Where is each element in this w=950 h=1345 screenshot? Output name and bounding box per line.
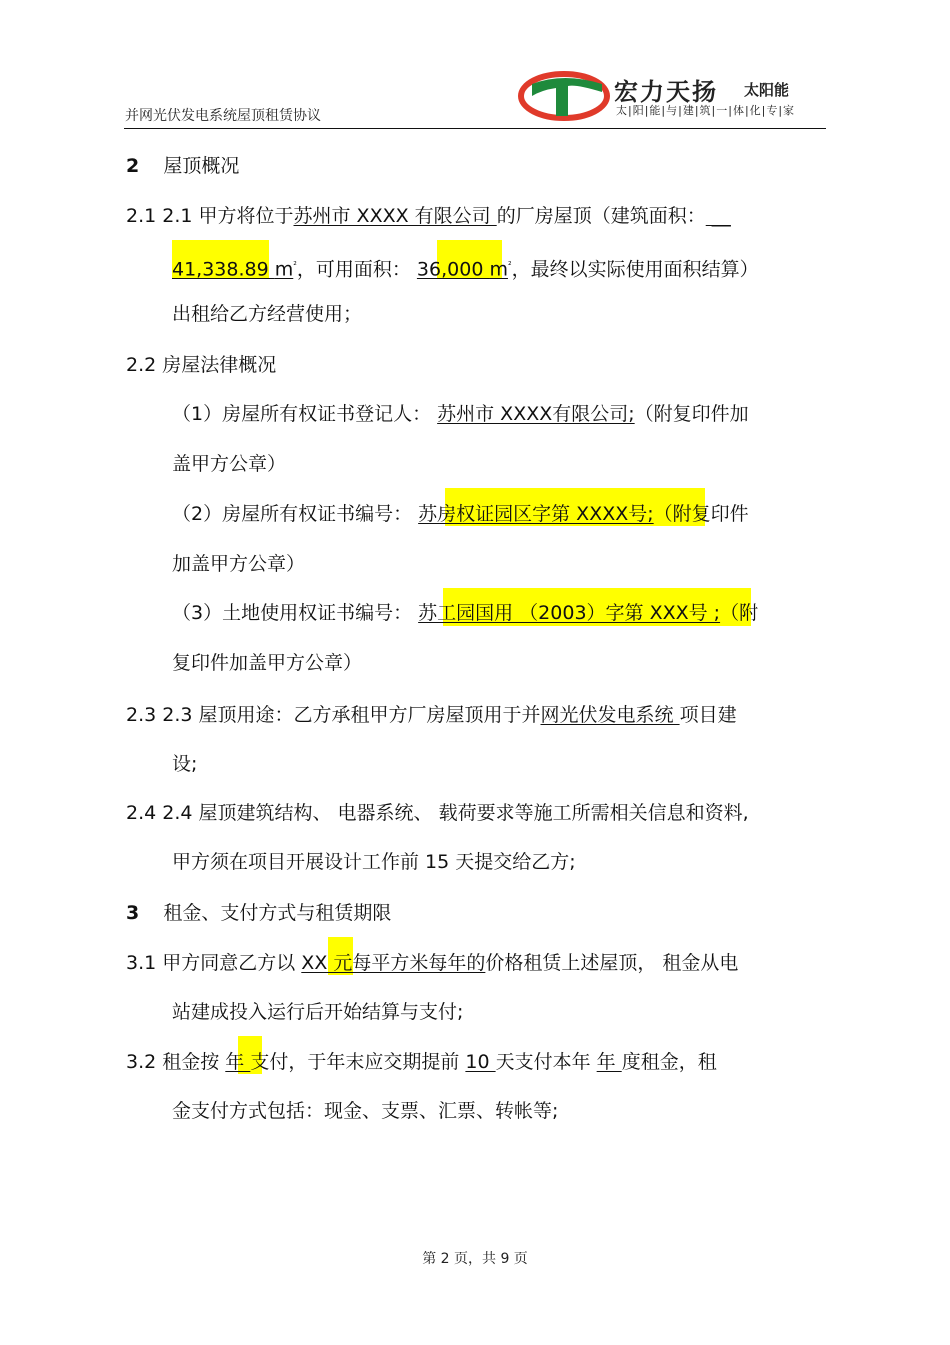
text-run: 2.3 2.3 屋顶用途：乙方承租甲方厂房屋顶用于并 [126, 704, 541, 726]
text-run: 的厂房屋顶（建筑面积： [496, 205, 706, 227]
logo-tagline: 太|阳|能|与|建|筑|一|体|化|专|家 [616, 104, 796, 117]
text-run: 度租金，租 [621, 1051, 717, 1073]
section-title: 租金、支付方式与租赁期限 [163, 902, 392, 924]
company-logo [518, 66, 828, 122]
clause-2-1-line-1 [126, 202, 731, 230]
clause-2-2-item-3 [172, 599, 758, 627]
text-run: （1）房屋所有权证书登记人： [172, 403, 438, 425]
section-2-heading [126, 152, 239, 180]
superscript: ² [293, 261, 297, 271]
clause-2-4-line-1: 2.4 2.4 屋顶建筑结构、 电器系统、 载荷要求等施工所需相关信息和资料, [126, 802, 749, 824]
text-run: ，可用面积： [296, 258, 417, 281]
logo-company-name: 宏力天扬 [614, 77, 718, 106]
text-run: 天支付本年 [495, 1051, 597, 1073]
text-run: （2）房屋所有权证书编号： [172, 503, 419, 525]
usable-area-field: 36,000 [416, 258, 490, 281]
underlined-field: 苏州市 XXXX 有限公司 [293, 205, 497, 227]
unit-text: m [274, 258, 294, 281]
section-number: 3 [126, 902, 140, 924]
building-area-field: 41,338.89 [172, 258, 275, 281]
section-3-heading [126, 899, 391, 927]
text-run: （3）土地使用权证书编号： [172, 602, 419, 624]
text-run: （附复印件加 [634, 403, 749, 425]
underlined-field: 年 [596, 1051, 622, 1073]
logo-suffix: 太阳能 [744, 81, 790, 99]
clause-2-2-item-1-cont: 盖甲方公章） [172, 453, 287, 475]
clause-2-2-item-3-cont: 复印件加盖甲方公章） [172, 652, 363, 674]
clause-3-1-line-1 [126, 949, 738, 977]
clause-3-2-line-2: 金支付方式包括：现金、支票、汇票、转帐等; [172, 1100, 559, 1122]
text-run: 项目建 [679, 704, 737, 726]
clause-2-2-item-2-cont: 加盖甲方公章） [172, 553, 306, 575]
section-title: 屋顶概况 [163, 155, 240, 177]
clause-2-1-line-3: 出租给乙方经营使用； [172, 303, 363, 325]
text-run: （附 [720, 602, 759, 624]
superscript: ² [507, 261, 512, 271]
clause-3-2-line-1 [126, 1048, 717, 1076]
document-header-title: 并网光伏发电系统屋顶租赁协议 [125, 108, 321, 124]
payment-period-field: 年 [225, 1051, 251, 1073]
underlined-field: __ [705, 205, 731, 227]
clause-2-1-line-2 [172, 252, 759, 283]
clause-2-3-line-1 [126, 701, 737, 729]
advance-days-field: 10 [465, 1051, 496, 1073]
text-run: 3.1 甲方同意乙方以 [126, 952, 302, 974]
text-run: 支付，于年末应交期提前 [250, 1051, 466, 1073]
rent-price-field: XX 元每平方米每年的 [301, 952, 486, 974]
text-run: 2.1 2.1 甲方将位于 [126, 205, 294, 227]
text-run: 价格租赁上述屋顶， 租金从电 [485, 952, 739, 974]
header-rule [124, 128, 826, 129]
text-run: （附复印件 [653, 503, 749, 525]
clause-2-2-heading: 2.2 房屋法律概况 [126, 354, 277, 376]
underlined-field: 苏州市 XXXX有限公司; [437, 403, 635, 425]
text-run: ，最终以实际使用面积结算） [511, 258, 759, 281]
unit-text: m [489, 258, 508, 281]
underlined-field: 网光伏发电系统 [540, 704, 680, 726]
clause-3-1-line-2: 站建成投入运行后开始结算与支付; [172, 1001, 464, 1023]
section-number: 2 [126, 155, 140, 177]
underlined-field: 苏工园国用 （2003）字第 XXX号 ; [418, 602, 721, 624]
clause-2-3-line-2: 设; [172, 753, 198, 775]
page-number-footer: 第 2 页，共 9 页 [422, 1251, 528, 1267]
logo-emblem-icon [518, 66, 610, 122]
text-run: 3.2 租金按 [126, 1051, 226, 1073]
underlined-field: 苏房权证园区字第 XXXX号; [418, 503, 654, 525]
clause-2-2-item-2 [172, 500, 749, 528]
clause-2-2-item-1 [172, 400, 749, 428]
clause-2-4-line-2: 甲方须在项目开展设计工作前 15 天提交给乙方; [172, 851, 576, 873]
